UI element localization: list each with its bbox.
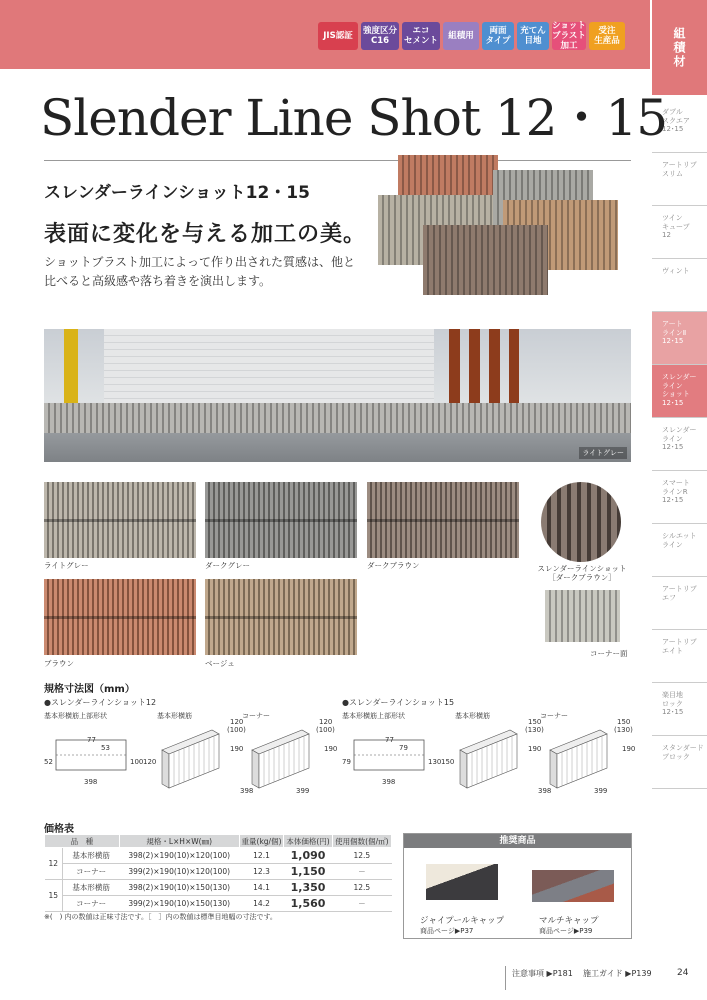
sidebar [652,0,707,1000]
table-header: 使用個数(個/㎡) [332,835,391,848]
badge: エコ セメント [402,22,440,50]
swatch-label: ダークブラウン [367,561,420,570]
footer-guide-link[interactable]: 施工ガイド ▶P139 [583,969,652,978]
usage-cell: 12.5 [332,880,391,896]
sidebar-item[interactable]: ダブル スクエア 12･15 [652,100,707,153]
dim-h: 190 [622,745,636,753]
hero-caption: ライトグレー [579,447,627,459]
sidebar-item[interactable]: スレンダー ライン ショット 12･15 [652,365,707,418]
dims-label: 基本形横筋 [157,712,192,720]
kind-cell: 基本形横筋 [63,880,120,896]
badge: 充てん 目地 [517,22,549,50]
badge: 受注 生産品 [589,22,625,50]
dim-w2: (100) [227,726,246,734]
badge: ショット ブラスト 加工 [552,21,586,51]
product-photo [378,150,640,300]
price-cell: 1,560 [284,896,332,912]
kind-cell: 基本形横筋 [63,848,120,864]
sidebar-item[interactable]: アート ラインⅡ 12･15 [652,312,707,365]
dim-b: 52 [44,758,53,766]
dim-a: 79 [399,744,408,752]
dim-h: 190 [528,745,542,753]
dims-title: 規格寸法図（mm） [44,684,135,695]
corner-caption: コーナー面 [590,649,628,658]
dim-len: 398 [240,787,254,795]
sidebar-item[interactable]: アートリブ スリム [652,153,707,206]
price-cell: 1,090 [284,848,332,864]
weight-cell: 14.2 [239,896,284,912]
dim-w: 120 [230,718,244,726]
swatch-label: ベージュ [205,659,235,668]
group-cell: 15 [45,880,63,912]
dim-w2: (100) [316,726,335,734]
product-subtitle: スレンダーラインショット12・15 [44,183,310,203]
weight-cell: 12.3 [239,864,284,880]
sidebar-item[interactable]: シルエット ライン [652,524,707,577]
dims-heading: ●スレンダーラインショット12 [44,698,157,707]
weight-cell: 14.1 [239,880,284,896]
dim-len: 399 [594,787,608,795]
table-header: 本体価格(円) [284,835,332,848]
badge: 組積用 [443,22,479,50]
dim-h: 190 [230,745,244,753]
dim-a: 53 [101,744,110,752]
multi-cap-image [532,870,614,902]
corner-block-image [545,590,620,642]
house-wall [104,329,434,404]
dims-label: 基本形横筋上部形状 [342,712,405,720]
weight-cell: 12.1 [239,848,284,864]
wood-posts [449,329,519,414]
dim-side: 100 [130,758,144,766]
table-row [45,864,392,880]
dim-len: 398 [84,778,98,786]
group-cell: 12 [45,848,63,880]
dim-top: 77 [385,736,394,744]
spec-cell: 399(2)×190(10)×120(100) [119,864,239,880]
dim-top: 77 [87,736,96,744]
table-row [45,880,392,896]
price-title: 価格表 [44,824,74,835]
table-header: 品 種 [45,835,120,848]
block-image [423,225,548,295]
rec-item-name: ジャイプールキャップ [420,916,505,926]
usage-cell: 12.5 [332,848,391,864]
dims-label: コーナー [242,712,270,720]
sidebar-item[interactable]: スマート ラインR 12･15 [652,471,707,524]
dim-w: 120 [319,718,333,726]
price-cell: 1,150 [284,864,332,880]
table-header: 重量(kg/個) [239,835,284,848]
kind-cell: コーナー [63,864,120,880]
sidebar-item[interactable]: 楽目地 ロック 12･15 [652,683,707,736]
badge: 強度区分 C16 [361,22,399,50]
sidebar-header: 組積材 [652,0,707,95]
usage-cell: － [332,896,391,912]
swatch-beige [205,579,357,655]
dim-w: 150 [528,718,542,726]
sidebar-item[interactable]: アートリブ エフ [652,577,707,630]
dim-side: 150 [441,758,455,766]
hero-image [44,329,631,462]
recommended-title: 推奨商品 [404,834,631,848]
dim-h: 190 [324,745,338,753]
dim-len: 398 [382,778,396,786]
dims-drawing [44,722,334,802]
recommended-products [403,833,632,939]
sidebar-list [652,100,707,789]
dim-side: 120 [143,758,157,766]
swatch-label: ライトグレー [44,561,89,570]
sidebar-item[interactable]: ツイン キューブ 12 [652,206,707,259]
wall-blocks [44,403,631,433]
closeup-circle [541,482,621,562]
dim-w2: (130) [614,726,633,734]
swatch-label: ブラウン [44,659,74,668]
rec-item-name: マルチキャップ [539,916,599,926]
dims-heading: ●スレンダーラインショット15 [342,698,455,707]
sidebar-item[interactable]: アートリブ エイト [652,630,707,683]
rec-item-ref: 商品ページ▶P39 [539,927,593,935]
swatch-dark-gray [205,482,357,558]
page-title: Slender Line Shot 12・15 [40,89,668,147]
feature-badges [318,22,625,50]
jaipur-cap-image [426,864,498,900]
dims-drawing [342,722,632,802]
swatch-dark-brown [367,482,519,558]
dim-len: 398 [538,787,552,795]
sidebar-item[interactable]: スタンダード ブロック [652,736,707,789]
page-number: 24 [677,968,689,978]
table-header: 規格・L×H×W(㎜) [119,835,239,848]
price-note: ※( ) 内の数値は正味寸法です。［ ］内の数値は標準目地幅の寸法です。 [44,913,277,921]
spec-cell: 398(2)×190(10)×120(100) [119,848,239,864]
swatch-label: ダークグレー [205,561,250,570]
dim-w: 150 [617,718,631,726]
headline: 表面に変化を与える加工の美。 [44,222,367,247]
body-text: ショットブラスト加工によって作り出された質感は、他と比べると高級感や落ち着きを演出します。 [44,255,356,288]
footer-notes-link[interactable]: 注意事項 ▶P181 [512,969,573,978]
spec-cell: 398(2)×190(10)×150(130) [119,880,239,896]
dim-side: 130 [428,758,442,766]
dims-label: 基本形横筋 [455,712,490,720]
dims-label: コーナー [540,712,568,720]
kind-cell: コーナー [63,896,120,912]
dims-label: 基本形横筋上部形状 [44,712,107,720]
spec-cell: 399(2)×190(10)×150(130) [119,896,239,912]
price-table [44,834,392,912]
sidebar-item[interactable]: ヴィント [652,259,707,312]
badge: JIS認証 [318,22,358,50]
dim-b: 79 [342,758,351,766]
table-row [45,848,392,864]
rec-item-ref: 商品ページ▶P37 [420,927,474,935]
swatch-brown [44,579,196,655]
price-cell: 1,350 [284,880,332,896]
sidebar-item[interactable]: スレンダー ライン 12･15 [652,418,707,471]
table-row [45,896,392,912]
dim-w2: (130) [525,726,544,734]
badge: 両面 タイプ [482,22,514,50]
usage-cell: － [332,864,391,880]
closeup-caption: スレンダーラインショット ［ダークブラウン］ [537,564,627,582]
swatch-light-gray [44,482,196,558]
footer-divider [505,966,506,990]
dim-len: 399 [296,787,310,795]
